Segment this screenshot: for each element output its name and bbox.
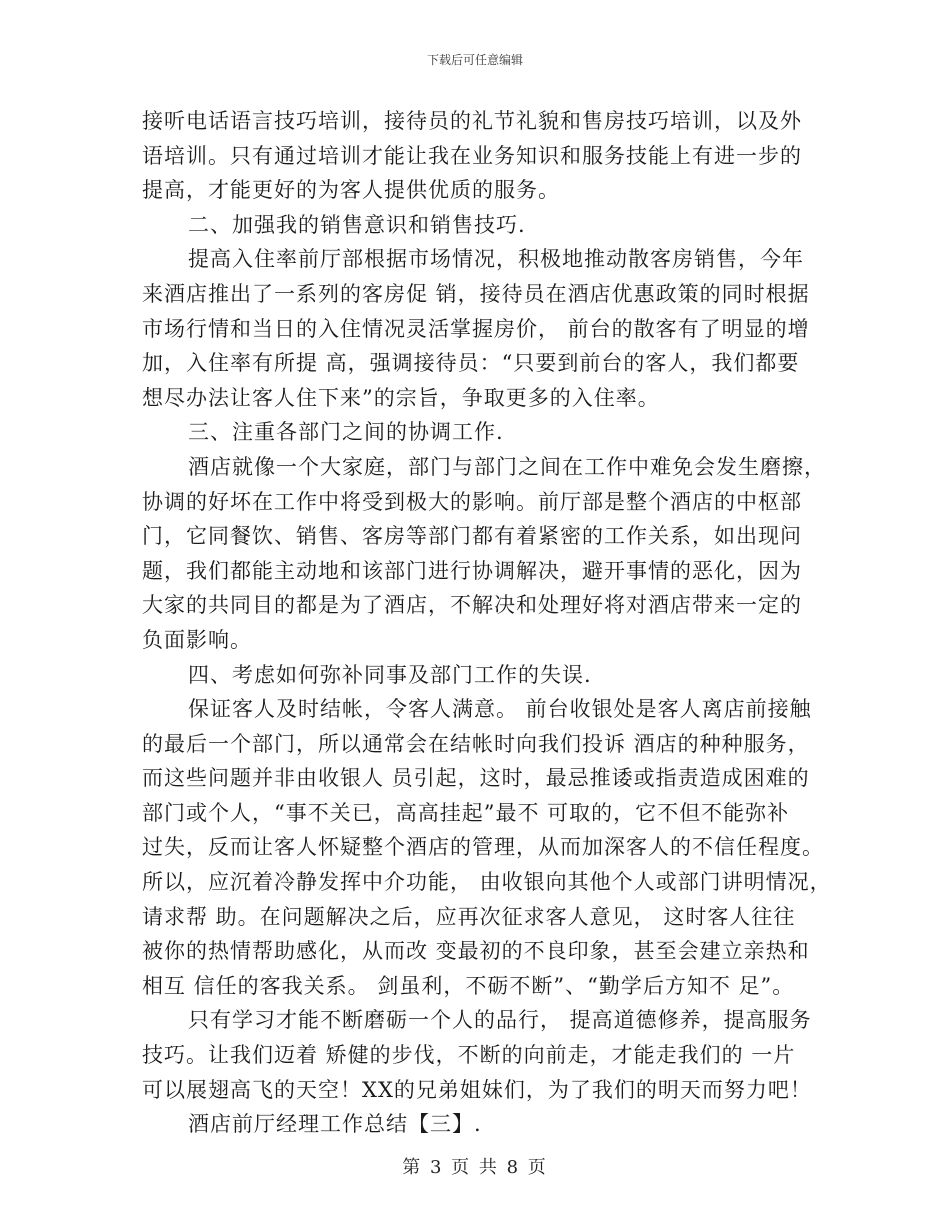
text-line: 过失，反而让客人怀疑整个酒店的管理，从而加深客人的不信任程度。: [142, 835, 824, 860]
text-line: 四、考虑如何弥补同事及部门工作的失误.: [188, 662, 592, 687]
text-line: 协调的好坏在工作中将受到极大的影响。前厅部是整个酒店的中枢部: [142, 489, 802, 514]
text-line: 部门或个人，“事不关已，高高挂起”最不 可取的，它不但不能弥补: [142, 800, 790, 825]
text-line: 来酒店推出了一系列的客房促 销，接待员在酒店优惠政策的同时根据: [142, 281, 810, 306]
text-line: 技巧。让我们迈着 矫健的步伐，不断的向前走，才能走我们的 一片: [142, 1043, 796, 1068]
text-line: 只有学习才能不断磨砺一个人的品行， 提高道德修养，提高服务: [188, 1008, 812, 1033]
page-footer: 第 3 页 共 8 页: [402, 1157, 548, 1178]
text-line: 可以展翅高飞的天空！XX的兄弟姐妹们，为了我们的明天而努力吧！: [142, 1077, 812, 1102]
text-line: 语培训。只有通过培训才能让我在业务知识和服务技能上有进一步的: [142, 143, 802, 168]
text-line: 三、注重各部门之间的协调工作.: [188, 420, 504, 445]
text-line: 请求帮 助。在问题解决之后，应再次征求客人意见， 这时客人往往: [142, 904, 796, 929]
text-line: 相互 信任的客我关系。 剑虽利，不砺不断”、“勤学后方知不 足”。: [142, 973, 795, 998]
text-line: 题，我们都能主动地和该部门进行协调解决，避开事情的恶化，因为: [142, 558, 802, 583]
text-line: 提高入住率前厅部根据市场情况，积极地推动散客房销售，今年: [188, 247, 804, 272]
document-body: [142, 104, 832, 1142]
text-line: 酒店前厅经理工作总结【三】.: [188, 1112, 482, 1137]
text-line: 市场行情和当日的入住情况灵活掌握房价， 前台的散客有了明显的增: [142, 316, 810, 341]
text-line: 负面影响。: [142, 627, 252, 652]
text-line: 所以，应沉着冷静发挥中介功能， 由收银向其他个人或部门讲明情况，: [142, 870, 832, 895]
page-header: 下载后可任意编辑: [426, 53, 523, 67]
text-line: 加，入住率有所提 高，强调接待员：“只要到前台的客人，我们都要: [142, 351, 800, 376]
text-line: 二、加强我的销售意识和销售技巧.: [188, 212, 526, 237]
text-line: 想尽办法让客人住下来”的宗旨，争取更多的入住率。: [142, 385, 660, 410]
text-line: 保证客人及时结帐，令客人满意。 前台收银处是客人离店前接触: [188, 697, 812, 722]
text-line: 提高，才能更好的为客人提供优质的服务。: [142, 178, 560, 203]
text-line: 的最后一个部门，所以通常会在结帐时向我们投诉 酒店的种种服务，: [142, 731, 810, 756]
text-line: 酒店就像一个大家庭，部门与部门之间在工作中难免会发生磨擦，: [188, 454, 826, 479]
text-line: 门，它同餐饮、销售、客房等部门都有着紧密的工作关系，如出现问: [142, 524, 802, 549]
text-line: 被你的热情帮助感化，从而改 变最初的不良印象，甚至会建立亲热和: [142, 939, 810, 964]
text-line: 接听电话语言技巧培训，接待员的礼节礼貌和售房技巧培训，以及外: [142, 109, 802, 133]
text-line: 而这些问题并非由收银人 员引起，这时，最忌推诿或指责造成困难的: [142, 766, 810, 791]
text-line: 大家的共同目的都是为了酒店，不解决和处理好将对酒店带来一定的: [142, 593, 802, 618]
